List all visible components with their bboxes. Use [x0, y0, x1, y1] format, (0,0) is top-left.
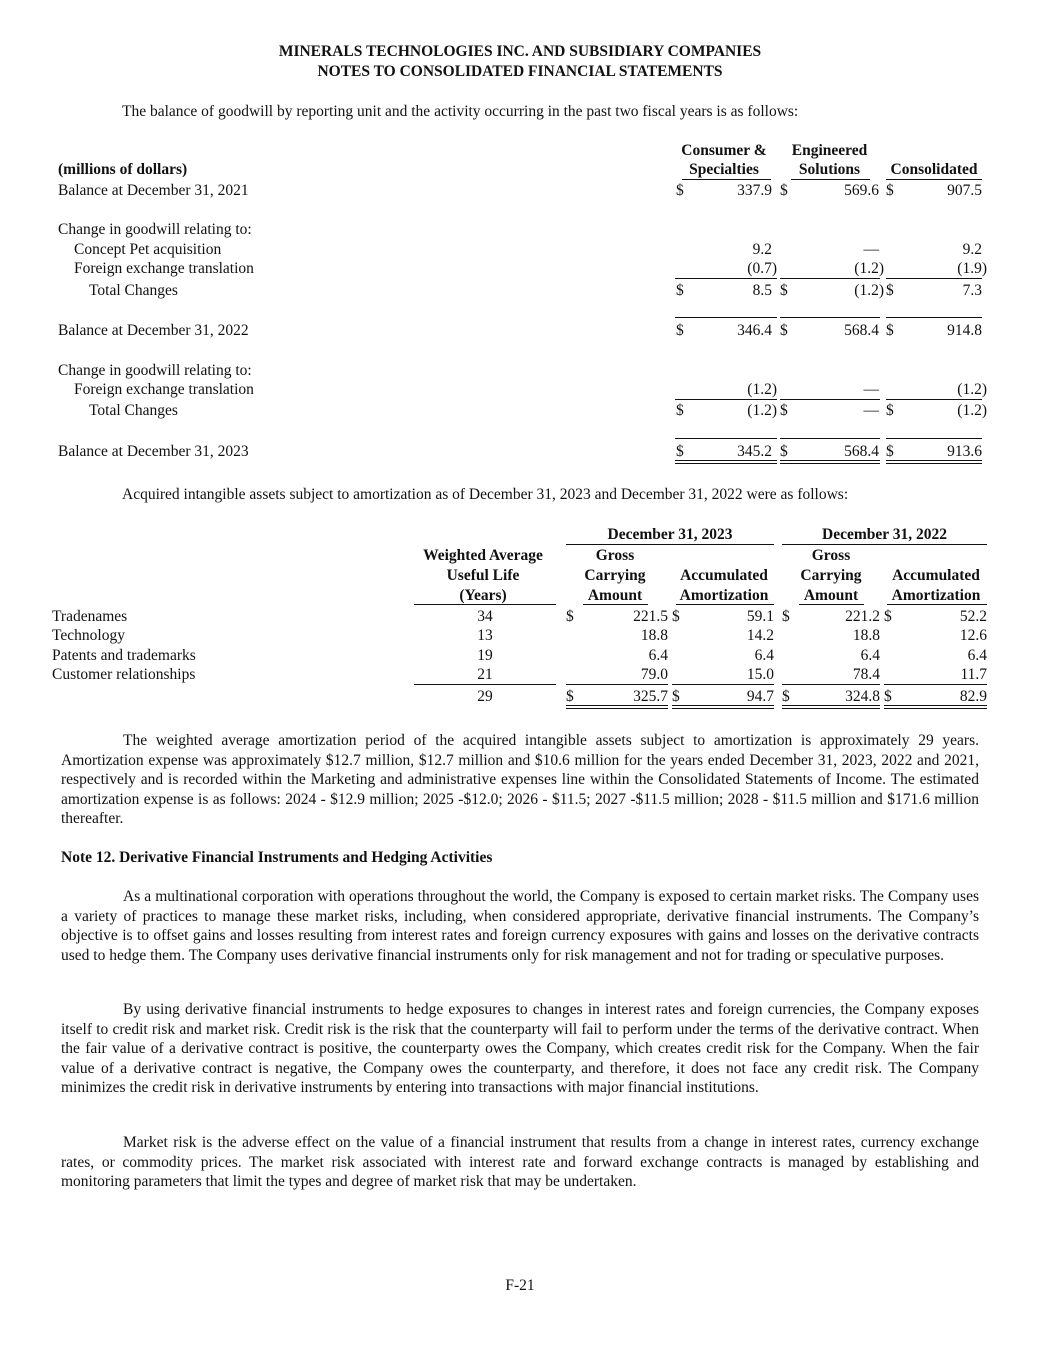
goodwill-row-label: Balance at December 31, 2022: [58, 322, 249, 339]
dollar-sign: $: [672, 608, 680, 625]
rule: [799, 604, 864, 605]
notes-header: NOTES TO CONSOLIDATED FINANCIAL STATEMENTS: [317, 63, 723, 80]
rule: [886, 438, 982, 439]
rule: [884, 684, 987, 685]
group-header-2023: December 31, 2023: [607, 526, 733, 543]
double-rule: [566, 705, 668, 709]
dollar-sign: $: [886, 443, 894, 460]
col-header-accum-2022-line1: Accumulated: [892, 567, 980, 584]
goodwill-cell: 9.2: [752, 241, 772, 258]
intangibles-life: 13: [477, 627, 493, 644]
note-paragraph-2: By using derivative financial instruments to hedge exposures to changes in interest rates and foreign currencies, the Company exposes itself to credit risk and market risk. Credit risk is the risk that the counterparty will fail to perform under the terms of the derivative contract. When the fair value of a derivative contract is positive, the counterparty owes the Company, which creates credit risk for the Company. When the fair value of a derivative contract is negative, the Company owes the counterparty, and therefore, it does not face any credit risk. The Company minimizes the credit risk in derivative instruments by entering into transactions with major financial institutions.: [61, 1001, 979, 1097]
goodwill-intro: The balance of goodwill by reporting unit and the activity occurring in the past two fiscal years is as follows:: [122, 103, 799, 120]
rule: [780, 438, 880, 439]
intangibles-row-label: Customer relationships: [52, 666, 196, 683]
col-header-gross-2023-line1: Gross: [595, 547, 635, 564]
intangibles-cell: 52.2: [959, 608, 987, 625]
goodwill-cell: —: [863, 402, 879, 419]
dollar-sign: $: [782, 608, 790, 625]
page-number: F-21: [505, 1277, 535, 1294]
goodwill-cell: (1.2): [747, 402, 777, 419]
col-header-accum-2023-line1: Accumulated: [680, 567, 768, 584]
intangibles-cell: 6.4: [860, 647, 880, 664]
dollar-sign: $: [672, 688, 680, 705]
rule: [780, 317, 880, 318]
intangibles-cell: 18.8: [640, 627, 668, 644]
double-rule: [672, 705, 774, 709]
goodwill-cell: (1.2): [854, 260, 884, 277]
col-header-life-line2: Useful Life: [446, 567, 520, 584]
units-label: (millions of dollars): [58, 161, 188, 178]
dollar-sign: $: [886, 402, 894, 419]
intangibles-total-cell: 324.8: [845, 688, 880, 705]
intangibles-cell: 221.5: [633, 608, 668, 625]
goodwill-cell: (0.7): [747, 260, 777, 277]
intangibles-cell: 79.0: [640, 666, 668, 683]
dollar-sign: $: [780, 443, 788, 460]
group-header-2022: December 31, 2022: [822, 526, 947, 543]
col-header-gross-2023-line2: Carrying: [584, 567, 646, 584]
goodwill-cell: 568.4: [844, 322, 879, 339]
goodwill-cell: 7.3: [962, 282, 982, 299]
dollar-sign: $: [780, 402, 788, 419]
intangibles-cell: 6.4: [648, 647, 668, 664]
rule: [886, 317, 982, 318]
rule: [675, 278, 777, 279]
intangibles-cell: 14.2: [746, 627, 774, 644]
rule: [566, 544, 774, 545]
goodwill-cell: 907.5: [947, 182, 982, 199]
note-paragraph-3: Market risk is the adverse effect on the value of a financial instrument that results from a change in interest rates, currency exchange rates, or commodity prices. The market risk associated with interest rate and forward exchange contracts is managed by establishing and monitoring parameters that limit the types and degree of market risk that may be undertaken.: [61, 1134, 979, 1191]
goodwill-cell: —: [863, 241, 879, 258]
intangibles-row-label: Tradenames: [52, 608, 128, 625]
goodwill-row-label: Balance at December 31, 2021: [58, 182, 249, 199]
dollar-sign: $: [780, 282, 788, 299]
dollar-sign: $: [782, 688, 790, 705]
dollar-sign: $: [886, 322, 894, 339]
goodwill-row-label: Foreign exchange translation: [74, 381, 254, 398]
col-header-gross-2022-line3: Amount: [803, 587, 859, 604]
intangibles-intro: Acquired intangible assets subject to amortization as of December 31, 2023 and December 31, 2022 were as follows:: [122, 486, 849, 503]
rule: [782, 684, 880, 685]
dollar-sign: $: [780, 322, 788, 339]
goodwill-row-label: Concept Pet acquisition: [74, 241, 222, 258]
dollar-sign: $: [676, 182, 684, 199]
rule: [682, 179, 771, 180]
rule: [672, 684, 774, 685]
double-rule: [782, 705, 880, 709]
col-header-consolidated: Consolidated: [890, 161, 978, 178]
rule: [414, 604, 556, 605]
goodwill-cell: 569.6: [844, 182, 879, 199]
intangibles-cell: 12.6: [959, 627, 987, 644]
rule: [676, 604, 774, 605]
col-header-engineered-line2: Solutions: [798, 161, 861, 178]
dollar-sign: $: [886, 282, 894, 299]
goodwill-row-label: Foreign exchange translation: [74, 260, 254, 277]
goodwill-cell: 9.2: [962, 241, 982, 258]
col-header-accum-2022-line2: Amortization: [891, 587, 981, 604]
intangibles-life: 19: [477, 647, 493, 664]
col-header-gross-2022-line2: Carrying: [800, 567, 862, 584]
goodwill-cell: 345.2: [737, 443, 772, 460]
col-header-life-line3: (Years): [459, 587, 507, 604]
goodwill-cell: 914.8: [947, 322, 982, 339]
intangibles-cell: 18.8: [852, 627, 880, 644]
rule: [675, 399, 777, 400]
col-header-accum-2023-line2: Amortization: [679, 587, 769, 604]
double-rule: [780, 460, 880, 464]
intangibles-total-cell: 94.7: [746, 688, 774, 705]
goodwill-cell: (1.2): [957, 381, 987, 398]
intangibles-total-cell: 82.9: [959, 688, 987, 705]
intangibles-total-cell: 325.7: [633, 688, 668, 705]
dollar-sign: $: [780, 182, 788, 199]
dollar-sign: $: [886, 182, 894, 199]
double-rule: [884, 705, 987, 709]
rule: [886, 399, 982, 400]
rule: [887, 604, 987, 605]
goodwill-row-label: Balance at December 31, 2023: [58, 443, 249, 460]
rule: [780, 399, 880, 400]
dollar-sign: $: [884, 608, 892, 625]
intangibles-row-label: Technology: [52, 627, 125, 644]
goodwill-cell: (1.2): [747, 381, 777, 398]
goodwill-row-label: Change in goodwill relating to:: [58, 362, 252, 379]
goodwill-cell: —: [863, 381, 879, 398]
goodwill-cell: 8.5: [752, 282, 772, 299]
dollar-sign: $: [676, 443, 684, 460]
rule: [886, 278, 982, 279]
intangibles-cell: 11.7: [960, 666, 987, 683]
dollar-sign: $: [566, 608, 574, 625]
col-header-consumer-line1: Consumer &: [681, 142, 767, 159]
intangibles-cell: 221.2: [845, 608, 880, 625]
dollar-sign: $: [566, 688, 574, 705]
dollar-sign: $: [884, 688, 892, 705]
col-header-engineered-line1: Engineered: [791, 142, 868, 159]
intangibles-cell: 78.4: [852, 666, 880, 683]
rule: [566, 684, 668, 685]
amortization-paragraph: The weighted average amortization period of the acquired intangible assets subject to amortization is approximately 29 years. Amortization expense was approximately $12.7 million, $12.7 million and $10.6 million for the years ended December 31, 2023, 2022 and 2021, respectively and is recorded within the Marketing and administrative expenses line within the Consolidated Statements of Income. The estimated amortization expense is as follows: 2024 - $12.9 million; 2025 -$12.0; 2026 - $11.5; 2027 -$11.5 million; 2028 - $11.5 million and $171.6 million thereafter.: [61, 732, 979, 828]
intangibles-life: 21: [477, 666, 493, 683]
rule: [782, 544, 987, 545]
double-rule: [675, 460, 777, 464]
double-rule: [886, 460, 982, 464]
rule: [780, 278, 880, 279]
intangibles-cell: 6.4: [967, 647, 987, 664]
col-header-consumer-line2: Specialties: [689, 161, 759, 178]
intangibles-cell: 6.4: [754, 647, 774, 664]
goodwill-cell: (1.2): [854, 282, 884, 299]
col-header-gross-2023-line3: Amount: [587, 587, 643, 604]
company-header: MINERALS TECHNOLOGIES INC. AND SUBSIDIARY COMPANIES: [278, 43, 762, 60]
col-header-gross-2022-line1: Gross: [811, 547, 851, 564]
rule: [583, 604, 648, 605]
rule: [675, 317, 777, 318]
goodwill-cell: 337.9: [737, 182, 772, 199]
rule: [414, 684, 556, 685]
rule: [791, 179, 870, 180]
goodwill-row-label: Total Changes: [89, 282, 178, 299]
goodwill-cell: (1.9): [957, 260, 987, 277]
rule: [886, 179, 982, 180]
intangibles-life: 34: [477, 608, 493, 625]
rule: [675, 438, 777, 439]
intangibles-cell: 59.1: [746, 608, 774, 625]
goodwill-cell: 913.6: [947, 443, 982, 460]
note-paragraph-1: As a multinational corporation with operations throughout the world, the Company is exposed to certain market risks. The Company uses a variety of practices to manage these market risks, including, when considered appropriate, derivative financial instruments. The Company’s objective is to offset gains and losses resulting from interest rates and foreign currency exposures with gains and losses on the derivative contracts used to hedge them. The Company uses derivative financial instruments only for risk management and not for trading or speculative purposes.: [61, 888, 979, 964]
goodwill-cell: 568.4: [844, 443, 879, 460]
intangibles-life-total: 29: [477, 688, 493, 705]
goodwill-row-label: Total Changes: [89, 402, 178, 419]
note-12-title: Note 12. Derivative Financial Instruments and Hedging Activities: [61, 849, 493, 866]
goodwill-row-label: Change in goodwill relating to:: [58, 221, 252, 238]
intangibles-cell: 15.0: [746, 666, 774, 683]
intangibles-row-label: Patents and trademarks: [52, 647, 196, 664]
dollar-sign: $: [676, 282, 684, 299]
dollar-sign: $: [676, 402, 684, 419]
col-header-life-line1: Weighted Average: [423, 547, 543, 564]
dollar-sign: $: [676, 322, 684, 339]
goodwill-cell: 346.4: [737, 322, 772, 339]
goodwill-cell: (1.2): [957, 402, 987, 419]
